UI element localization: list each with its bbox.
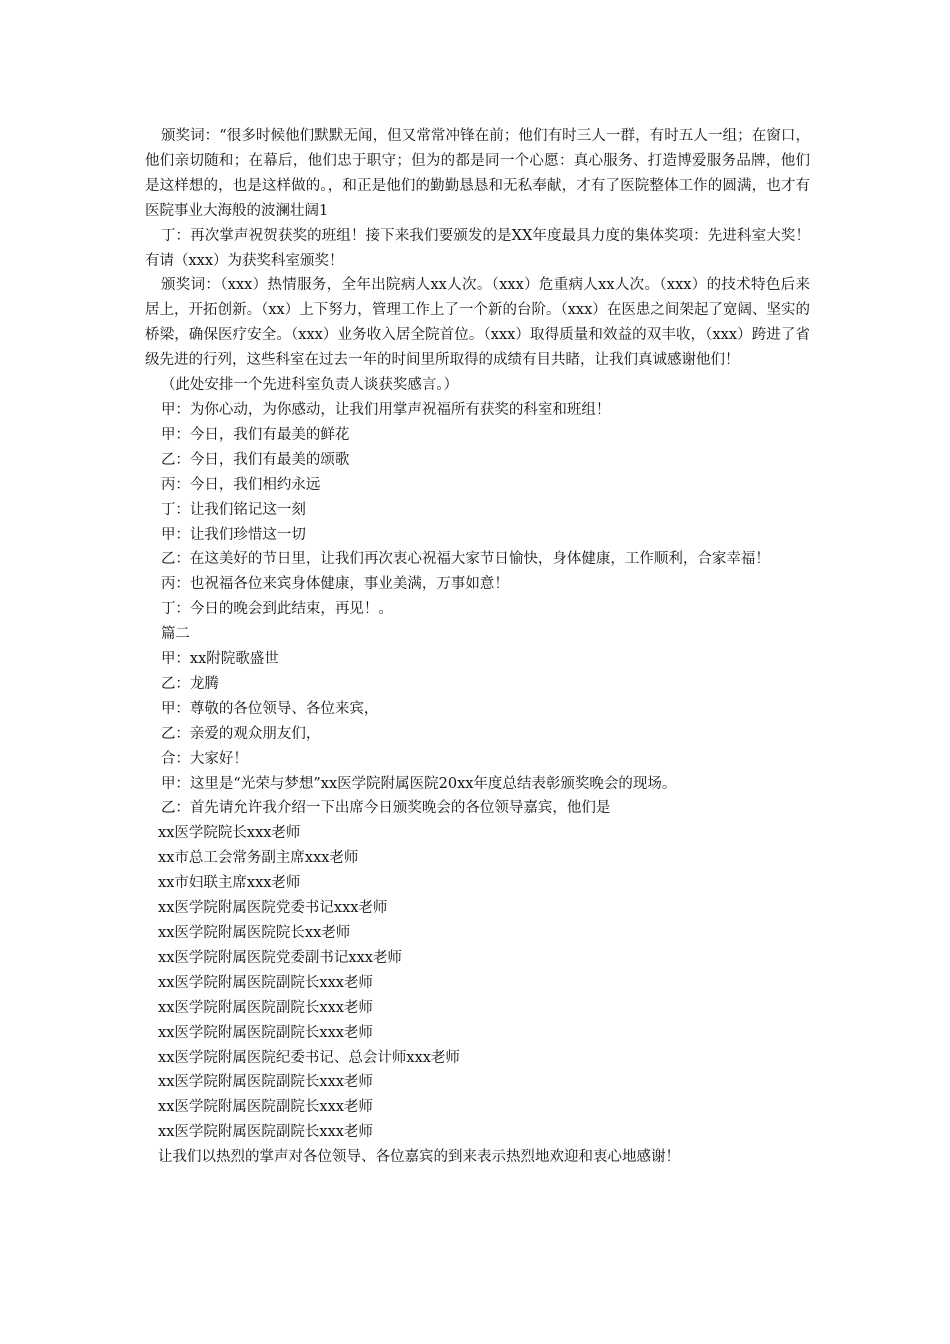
jia-line-5: 甲：尊敬的各位领导、各位来宾， [160, 700, 379, 717]
jia-line-1: 甲：为你心动，为你感动，让我们用掌声祝福所有获奖的科室和班组！ [160, 401, 611, 418]
guest-list-item: xx医学院附属医院副院长xxx老师 [158, 1099, 373, 1116]
guest-list-item: xx市总工会常务副主席xxx老师 [158, 850, 359, 867]
yi-line-5: 乙：首先请允许我介绍一下出席今日颁奖晚会的各位领导嘉宾，他们是 [160, 800, 611, 817]
bing-line-2: 丙：也祝福各位来宾身体健康，事业美满，万事如意！ [160, 576, 509, 593]
guest-list-item: xx医学院附属医院党委副书记xxx老师 [158, 949, 402, 966]
ding-line-announce-award: 丁：再次掌声祝贺获奖的班组！接下来我们要颁发的是XX年度最具力度的集体奖项：先进科室大奖！有请（xxx）为获奖科室颁奖！ [145, 227, 810, 269]
jia-line-2: 甲：今日，我们有最美的鲜花 [160, 426, 350, 443]
guest-list-item: xx医学院附属医院副院长xxx老师 [158, 974, 373, 991]
guest-list-item: xx医学院院长xxx老师 [158, 825, 301, 842]
he-line: 合：大家好！ [160, 750, 248, 767]
guest-list-item: xx医学院附属医院党委书记xxx老师 [158, 900, 388, 917]
closing-welcome-line: 让我们以热烈的掌声对各位领导、各位嘉宾的到来表示热烈地欢迎和衷心地感谢！ [158, 1149, 681, 1166]
yi-line-2: 乙：在这美好的节日里，让我们再次衷心祝福大家节日愉快，身体健康，工作顺利，合家幸福！ [160, 551, 770, 568]
section-heading: 篇二 [160, 626, 190, 643]
ding-line-3: 丁：今日的晚会到此结束，再见！。 [160, 601, 393, 618]
guest-list-item: xx医学院附属医院副院长xxx老师 [158, 1024, 373, 1041]
guest-list-item: xx医学院附属医院副院长xxx老师 [158, 999, 373, 1016]
guest-list-item: xx市妇联主席xxx老师 [158, 875, 301, 892]
jia-line-4: 甲：xx附院歌盛世 [160, 651, 279, 668]
jia-line-3: 甲：让我们珍惜这一切 [160, 526, 306, 543]
stage-note: （此处安排一个先进科室负责人谈获奖感言。） [160, 377, 459, 394]
guest-list-item: xx医学院附属医院纪委书记、总会计师xxx老师 [158, 1049, 460, 1066]
bing-line-1: 丙：今日，我们相约永远 [160, 476, 321, 493]
guest-list-item: xx医学院附属医院副院长xxx老师 [158, 1074, 373, 1091]
yi-line-3: 乙：龙腾 [160, 675, 219, 692]
ding-line-2: 丁：让我们铭记这一刻 [160, 501, 306, 518]
guest-list-item: xx医学院附属医院副院长xxx老师 [158, 1124, 373, 1141]
award-speech-departments: 颁奖词：（xxx）热情服务，全年出院病人xx人次。（xxx）危重病人xx人次。（xxx）的技术特色后来居上，开拓创新。（xx）上下努力，管理工作上了一个新的台阶。（xxx）在医患之间架起了宽阔、坚实的桥梁，确保医疗安全。（xxx）业务收入居全院首位。（xxx）取得质量和效益的双丰收，（xxx）跨进了省级先进的行列，这些科室在过去一年的时间里所取得的成绩有目共睹，让我们真诚感谢他们！ [145, 277, 810, 369]
guest-list-item: xx医学院附属医院院长xx老师 [158, 925, 351, 941]
yi-line-1: 乙：今日，我们有最美的颂歌 [160, 451, 350, 468]
jia-line-6: 甲：这里是“光荣与梦想”xx医学院附属医院20xx年度总结表彰颁奖晚会的现场。 [160, 775, 677, 792]
document-body [145, 124, 810, 1170]
award-speech-paragraph: 颁奖词：“很多时候他们默默无闻，但又常常冲锋在前；他们有时三人一群，有时五人一组；在窗口，他们亲切随和；在幕后，他们忠于职守；但为的都是同一个心愿：真心服务、打造博爱服务品牌，他们是这样想的，也是这样做的。，和正是他们的勤勤恳恳和无私奉献，才有了医院整体工作的圆满，也才有医院事业大海般的波澜壮阔1 [145, 128, 810, 219]
yi-line-4: 乙：亲爱的观众朋友们， [160, 725, 321, 742]
